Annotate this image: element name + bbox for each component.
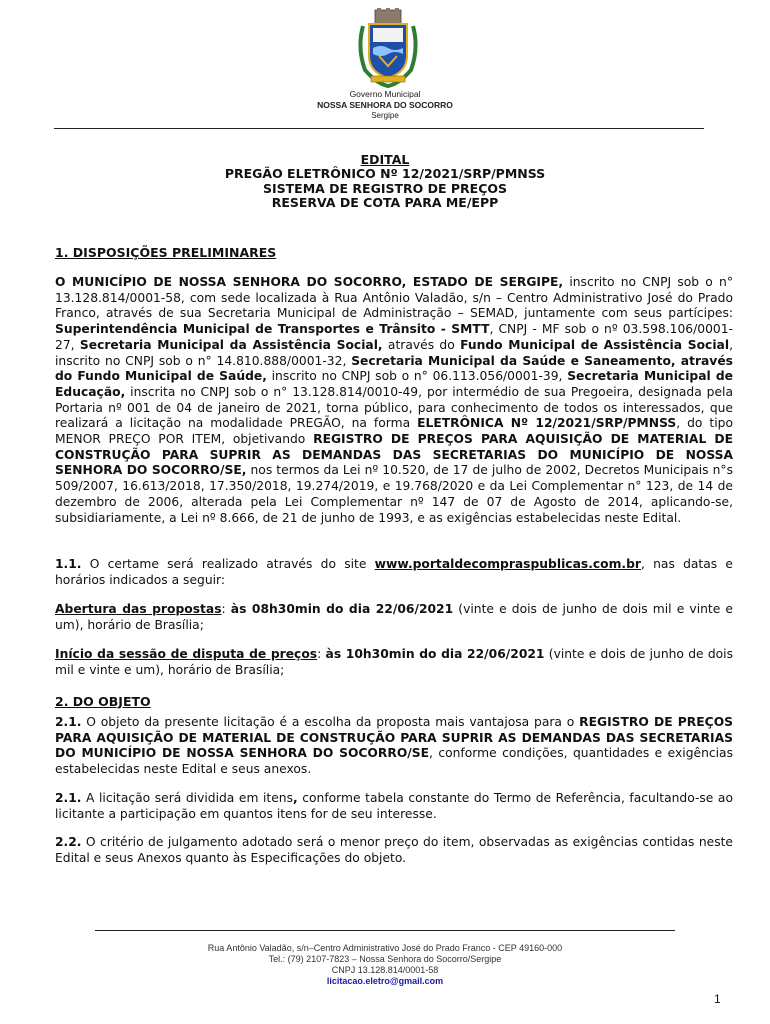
sistema-title: SISTEMA DE REGISTRO DE PREÇOS bbox=[262, 181, 508, 196]
clause-2-1-items: 2.1. A licitação será dividida em itens, conforme tabela constante do Termo de Referência, facultando-se ao licitante a participação em quantos itens for de seu interesse. bbox=[55, 791, 733, 821]
preliminary-paragraph: O MUNICÍPIO DE NOSSA SENHORA DO SOCORRO, ESTADO DE SERGIPE, inscrito no CNPJ sob o n° 13.128.814/0001-58, com sede localizada à Rua Antônio Valadão, s/n – Centro Administrativo José do Prado Franco, através de sua Secretaria Municipal de Administração – SEMAD, juntamente com seus partícipes: Superintendência Municipal de Transportes e Trânsito - SMTT, CNPJ - MF sob o nº 03.598.106/0001-27, Secretaria Municipal da Assistência Social, através do Fundo Municipal de Assistência Social, inscrito no CNPJ sob o n° 14.810.888/0001-32, Secretaria Municipal da Saúde e Saneamento, através do Fundo Municipal de Saúde, inscrito no CNPJ sob o n° 06.113.056/0001-39, Secretaria Municipal de Educação, inscrita no CNPJ sob o n° 13.128.814/0010-49, por intermédio de sua Pregoeira, designada pela Portaria nº 001 de 04 de janeiro de 2021, torna público, para conhecimento de todos os interessados, que realizará a licitação na modalidade PREGÃO, na forma ELETRÔNICA Nº 12/2021/SRP/PMNSS, do tipo MENOR PREÇO POR ITEM, objetivando REGISTRO DE PREÇOS PARA AQUISIÇÃO DE MATERIAL DE CONSTRUÇÃO PARA SUPRIR AS DEMANDAS DAS SECRETARIAS DO MUNICÍPIO DE NOSSA SENHORA DO SOCORRO/SE, nos termos da Lei nº 10.520, de 17 de julho de 2002, Decretos Municipais n°s 509/2007, 16.613/2018, 17.350/2018, 19.274/2019, e 19.768/2020 e da Lei Complementar n° 123, de 14 de dezembro de 2006, alterada pela Lei Complementar nº 147 de 07 de Agosto de 2014, aplicando-se, subsidiariamente, a Lei nº 8.666, de 21 de junho de 1993, e as exigências estabelecidas neste Edital. bbox=[55, 275, 734, 525]
abertura-paragraph: Abertura das propostas: às 08h30min do dia 22/06/2021 (vinte e dois de junho de dois mil e vinte e um), horário de Brasília; bbox=[55, 602, 733, 632]
clause-1-1: 1.1. O certame será realizado através do site www.portaldecompraspublicas.com.br, nas datas e horários indicados a seguir: bbox=[55, 557, 733, 587]
municipality-name: NOSSA SENHORA DO SOCORRO bbox=[317, 100, 453, 110]
edital-title: EDITAL bbox=[360, 152, 410, 167]
header-divider bbox=[54, 128, 704, 129]
inicio-paragraph: Início da sessão de disputa de preços: às 10h30min do dia 22/06/2021 (vinte e dois de junho de dois mil e vinte e um), horário de Brasília; bbox=[55, 647, 733, 677]
portal-link[interactable]: www.portaldecompraspublicas.com.br bbox=[374, 557, 641, 571]
state-name: Sergipe bbox=[371, 111, 399, 120]
page-number: 1 bbox=[714, 992, 721, 1006]
reserva-title: RESERVA DE COTA PARA ME/EPP bbox=[271, 195, 499, 210]
municipal-coat-of-arms-icon bbox=[355, 8, 421, 90]
clause-2-1: 2.1. O objeto da presente licitação é a escolha da proposta mais vantajosa para o REGISTRO DE PREÇOS PARA AQUISIÇÃO DE MATERIAL DE CONSTRUÇÃO PARA SUPRIR AS DEMANDAS DAS SECRETARIAS DO MUNICÍPIO DE NOSSA SENHORA DO SOCORRO/SE, conforme condições, quantidades e exigências estabelecidas neste Edital e seus anexos. bbox=[55, 715, 734, 777]
footer-address: Rua Antônio Valadão, s/n–Centro Administrativo José do Prado Franco - CEP 49160-000 bbox=[207, 943, 563, 953]
pregao-title: PREGÃO ELETRÔNICO Nº 12/2021/SRP/PMNSS bbox=[224, 166, 546, 181]
footer-cnpj: CNPJ 13.128.814/0001-58 bbox=[331, 965, 439, 975]
footer-email-link[interactable]: licitacao.eletro@gmail.com bbox=[326, 976, 444, 986]
section-2-heading: 2. DO OBJETO bbox=[55, 694, 151, 709]
footer-phone: Tel.: (79) 2107-7823 – Nossa Senhora do Socorro/Sergipe bbox=[268, 954, 502, 964]
government-label: Governo Municipal bbox=[349, 89, 421, 99]
footer-divider bbox=[95, 930, 675, 931]
clause-2-2: 2.2. O critério de julgamento adotado será o menor preço do item, observadas as exigências contidas neste Edital e seus Anexos quanto às Especificações do objeto. bbox=[55, 835, 733, 865]
section-1-heading: 1. DISPOSIÇÕES PRELIMINARES bbox=[55, 245, 277, 260]
